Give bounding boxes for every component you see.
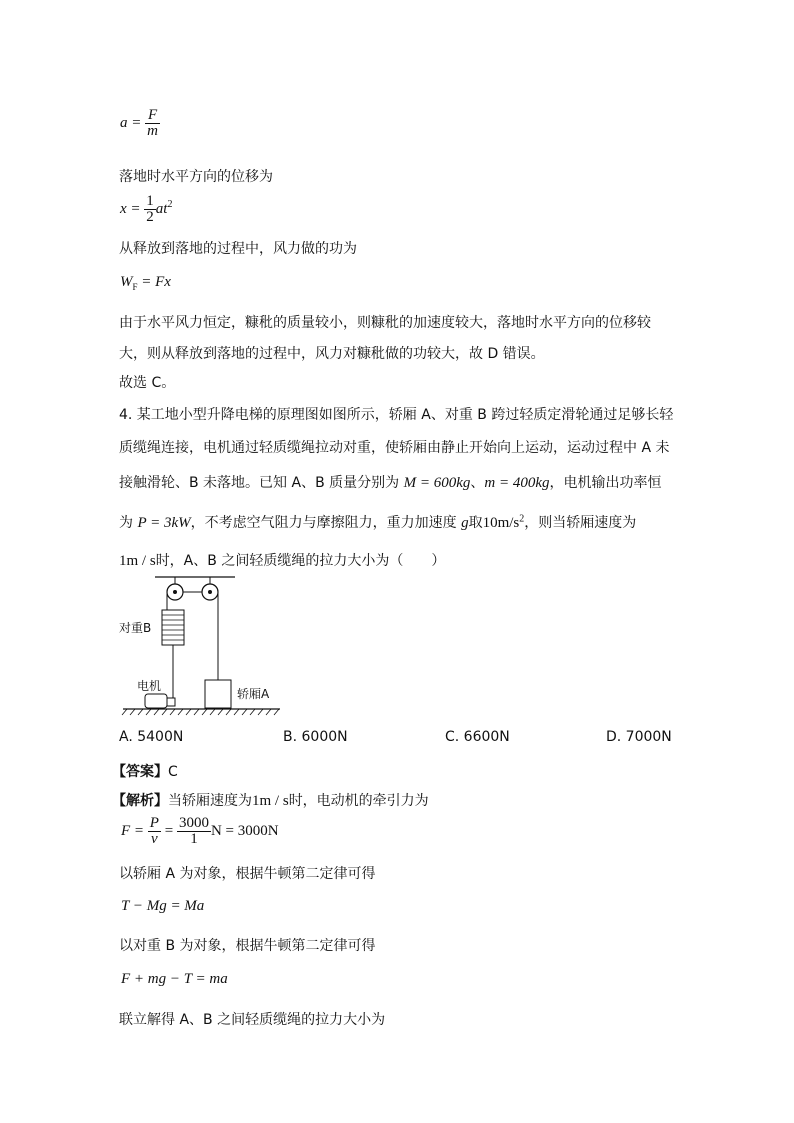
question-line-3: 接触滑轮、B 未落地。已知 A、B 质量分别为 M = 600kg、m = 400kg，电机输出功率恒 [119,475,662,491]
answer-tag: 【答案】 [112,764,168,780]
equation-work: $W_F = Fx$ [120,274,171,292]
displacement-intro: 落地时水平方向的位移为 [119,169,273,185]
label-counterweight: 对重B [119,621,152,635]
answer-value: C [168,764,178,780]
answer-line [112,761,178,781]
option-a: A. 5400N [119,729,184,745]
final-statement: 联立解得 A、B 之间轻质缆绳的拉力大小为 [119,1012,386,1028]
question-line-4: 为 P = 3kW，不考虑空气阻力与摩擦阻力，重力加速度 g取$10m/s^2$，则当轿厢速度为 [119,513,637,531]
conclusion-line-2: 大，则从释放到落地的过程中，风力对糠秕做的功较大，故 D 错误。 [119,346,545,362]
label-motor: 电机 [137,679,162,693]
equation-acceleration: a = $\frac{F}{m}$ [120,107,158,139]
equation-cabin: T − Mg = Ma [121,898,205,914]
question-line-5: 1m / s时，A、B 之间轻质缆绳的拉力大小为（ ） [119,553,446,569]
counterweight-b-icon [162,610,184,645]
elevator-diagram [115,570,290,720]
analysis-line: 【解析】当轿厢速度为1m / s时，电动机的牵引力为 [112,793,429,809]
equation-traction-force: F = $\frac{P}{v}$ = $\frac{3000}{1}$ N = 3000N [121,815,279,847]
option-d: D. 7000N [606,729,672,745]
work-intro: 从释放到落地的过程中，风力做的功为 [119,241,357,257]
option-c: C. 6600N [445,729,510,745]
equation-counterweight: F + mg − T = ma [121,971,228,987]
choice-statement: 故选 C。 [119,375,176,391]
step-counterweight-intro: 以对重 B 为对象，根据牛顿第二定律可得 [119,938,376,954]
analysis-tag: 【解析】 [112,793,168,809]
label-cabin: 轿厢A [237,687,270,701]
option-b: B. 6000N [283,729,348,745]
cabin-a-icon [205,680,231,708]
question-line-1: 4. 某工地小型升降电梯的原理图如图所示，轿厢 A、对重 B 跨过轻质定滑轮通过足够长轻 [119,407,674,423]
conclusion-line-1: 由于水平风力恒定，糠秕的质量较小，则糠秕的加速度较大，落地时水平方向的位移较 [119,315,651,331]
question-line-2: 质缆绳连接，电机通过轻质缆绳拉动对重，使轿厢由静止开始向上运动，运动过程中 A 未 [119,440,670,456]
equation-displacement: x = $\frac{1}{2}$ $at^2$ [120,193,173,225]
step-cabin-intro: 以轿厢 A 为对象，根据牛顿第二定律可得 [119,866,376,882]
motor-icon [145,694,175,708]
